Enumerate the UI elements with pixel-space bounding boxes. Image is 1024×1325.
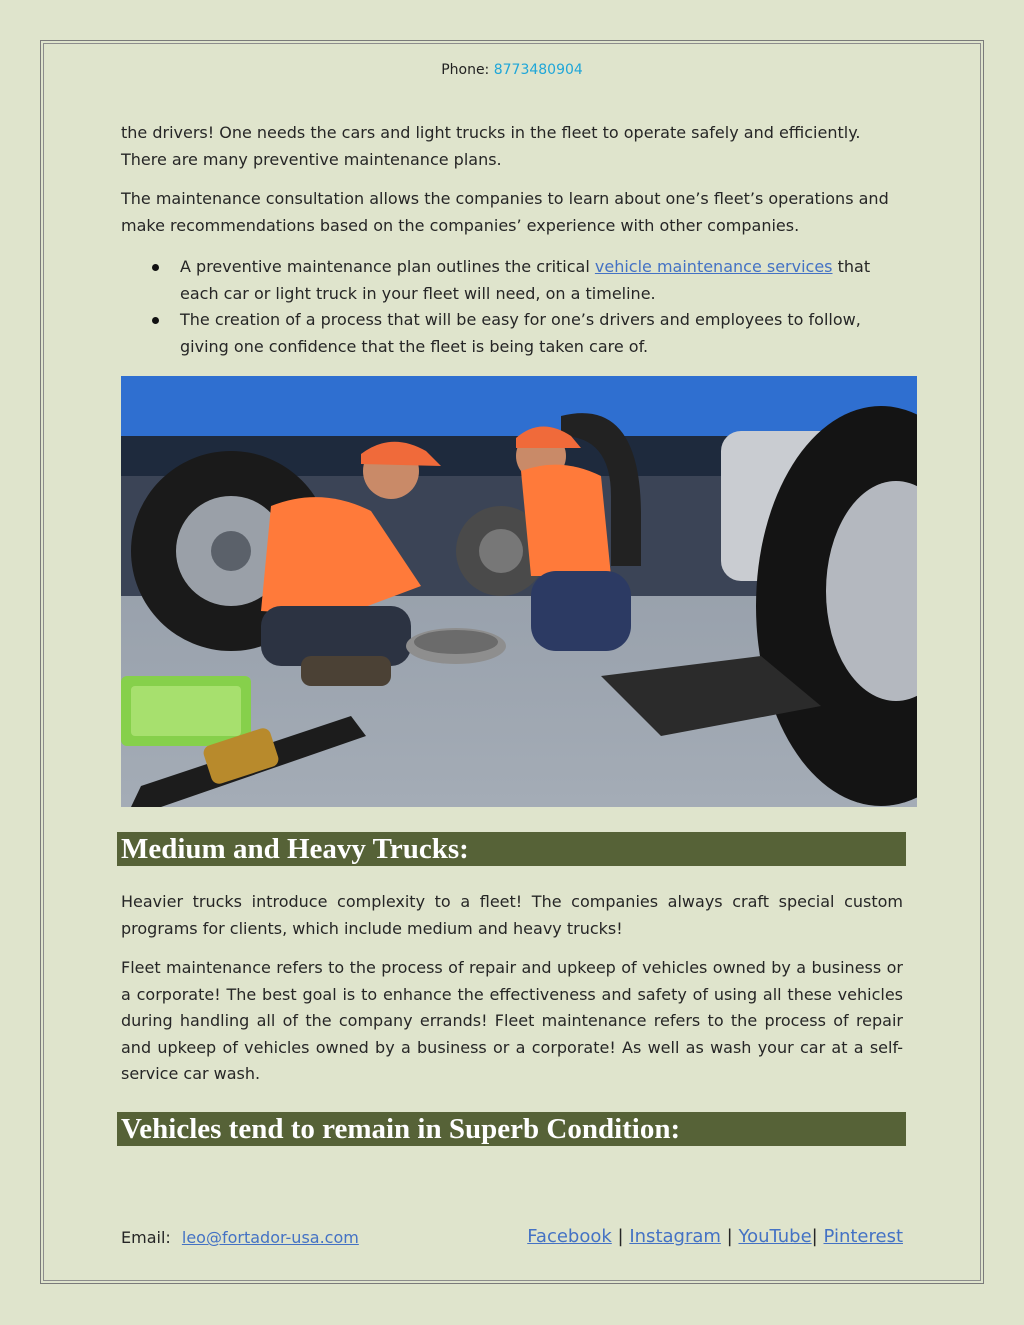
section-heading-superb-condition: Vehicles tend to remain in Superb Condition: bbox=[121, 1113, 681, 1145]
section1-paragraph-1: Heavier trucks introduce complexity to a fleet! The companies always craft special custom programs for clients, which include medium and heavy trucks! bbox=[121, 892, 903, 938]
vehicle-maintenance-services-link[interactable]: vehicle maintenance services bbox=[594, 257, 833, 276]
page-header bbox=[0, 62, 1024, 78]
section-heading-medium-heavy-trucks: Medium and Heavy Trucks: bbox=[121, 833, 469, 865]
youtube-link[interactable]: YouTube bbox=[738, 1226, 812, 1247]
separator: | bbox=[726, 1226, 733, 1247]
email-link[interactable]: leo@fortador-usa.com bbox=[181, 1228, 359, 1247]
email-label: Email: bbox=[121, 1228, 171, 1247]
intro-paragraph-2: The maintenance consultation allows the companies to learn about one’s fleet’s operations and make recommendations based on the companies’ experience with other companies. bbox=[121, 189, 889, 235]
section-heading-bar bbox=[117, 832, 906, 866]
phone-label: Phone: bbox=[441, 62, 490, 78]
section-heading-bar bbox=[117, 1112, 906, 1146]
instagram-link[interactable]: Instagram bbox=[629, 1226, 721, 1247]
facebook-link[interactable]: Facebook bbox=[527, 1226, 612, 1247]
bullet-item-1: A preventive maintenance plan outlines the critical vehicle maintenance services that each car or light truck in your fleet will need, on a timeline. bbox=[121, 254, 903, 307]
bullet-icon bbox=[152, 264, 159, 271]
pinterest-link[interactable]: Pinterest bbox=[823, 1226, 903, 1247]
bullet-icon bbox=[152, 317, 159, 324]
separator: | bbox=[811, 1226, 818, 1247]
bullet-item-2: The creation of a process that will be easy for one’s drivers and employees to follow, giving one confidence that the fleet is being taken care of. bbox=[121, 307, 903, 360]
footer-social-links bbox=[527, 1226, 903, 1247]
footer-email bbox=[121, 1228, 359, 1247]
truck-maintenance-photo bbox=[121, 376, 917, 807]
intro-paragraph-1: the drivers! One needs the cars and light trucks in the fleet to operate safely and efficiently. There are many preventive maintenance plans. bbox=[121, 123, 861, 169]
bullet-list bbox=[121, 254, 903, 360]
phone-number-link[interactable]: 8773480904 bbox=[493, 62, 583, 78]
section1-paragraph-2: Fleet maintenance refers to the process of repair and upkeep of vehicles owned by a business or a corporate! The best goal is to enhance the effectiveness and safety of using all these vehicles during handling all of the company errands! Fleet maintenance refers to the process of repair and upkeep of vehicles owned by a business or a corporate! As well as wash your car at a self-service car wash. bbox=[121, 958, 903, 1083]
separator: | bbox=[617, 1226, 624, 1247]
